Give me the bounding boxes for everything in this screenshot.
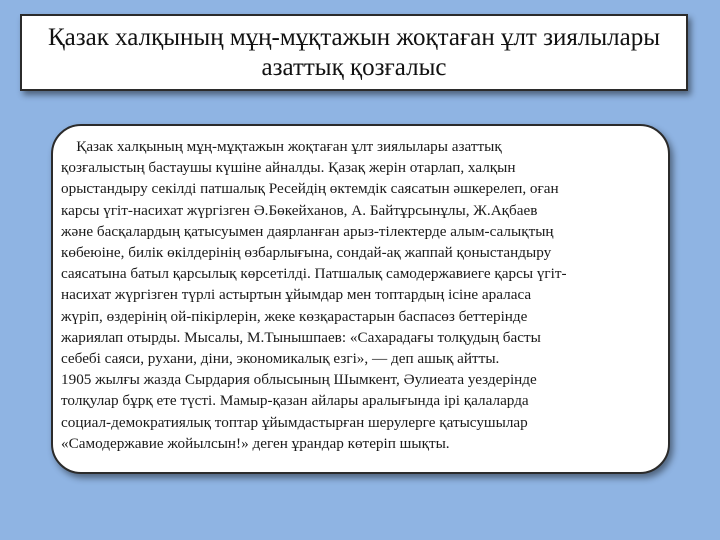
body-text-line: себебі саяси, рухани, діни, экономикалық езгі», — деп ашық айтты. bbox=[61, 350, 500, 368]
body-text-line: жариялап отырды. Мысалы, М.Тынышпаев: «Сахарадағы толқудың басты bbox=[61, 328, 541, 346]
body-text-line: «Самодержавие жойылсын!» деген ұрандар көтеріп шықты. bbox=[61, 434, 450, 452]
body-text-line: және басқалардың қатысуымен даярланған арыз-тілектерде алым-салықтың bbox=[61, 222, 554, 240]
body-text-line: көбеюіне, билік өкілдерінің өзбарлығына, сондай-ақ жаппай қоныстандыру bbox=[61, 244, 552, 262]
content-box bbox=[51, 124, 670, 474]
body-text-line: Қазак халқының мұң-мұқтажын жоқтаған ұлт зиялылары азаттық bbox=[61, 138, 502, 155]
body-text-line: социал-демократиялық топтар ұйымдастырған шерулерге қатысушылар bbox=[61, 413, 528, 431]
body-text-line: насихат жүргізген түрлі астыртын ұйымдар мен топтардың ісіне араласа bbox=[61, 286, 532, 304]
title-box bbox=[20, 14, 688, 91]
body-text-line: саясатына батыл қарсылық көрсетілді. Патшалық самодержавиеге қарсы үгіт- bbox=[61, 265, 567, 283]
body-text-line: қозғалыстың бастаушы күшіне айналды. Қазақ жерін отарлап, халқын bbox=[61, 159, 516, 177]
body-text-line: 1905 жылғы жазда Сырдария облысының Шымкент, Әулиеата уездерінде bbox=[61, 371, 537, 389]
body-text-line: орыстандыру секілді патшалық Ресейдің өктемдік саясатын әшкерелеп, оған bbox=[61, 180, 559, 198]
body-text-line: жүріп, өздерінің ой-пікірлерін, жеке көзқарастарын баспасөз беттерінде bbox=[61, 307, 528, 325]
slide-title-line-1: Қазак халқының мұң-мұқтажын жоқтаған ұлт зиялылары bbox=[47, 23, 660, 51]
body-text-line: толқулар бұрқ ете түсті. Мамыр-қазан айлары аралығында ірі қалаларда bbox=[61, 392, 529, 410]
body-text-line: карсы үгіт-насихат жүргізген Ә.Бөкейханов, А. Байтұрсынұлы, Ж.Ақбаев bbox=[61, 201, 538, 219]
slide-title-line-2: азаттық қозғалыс bbox=[261, 53, 447, 81]
